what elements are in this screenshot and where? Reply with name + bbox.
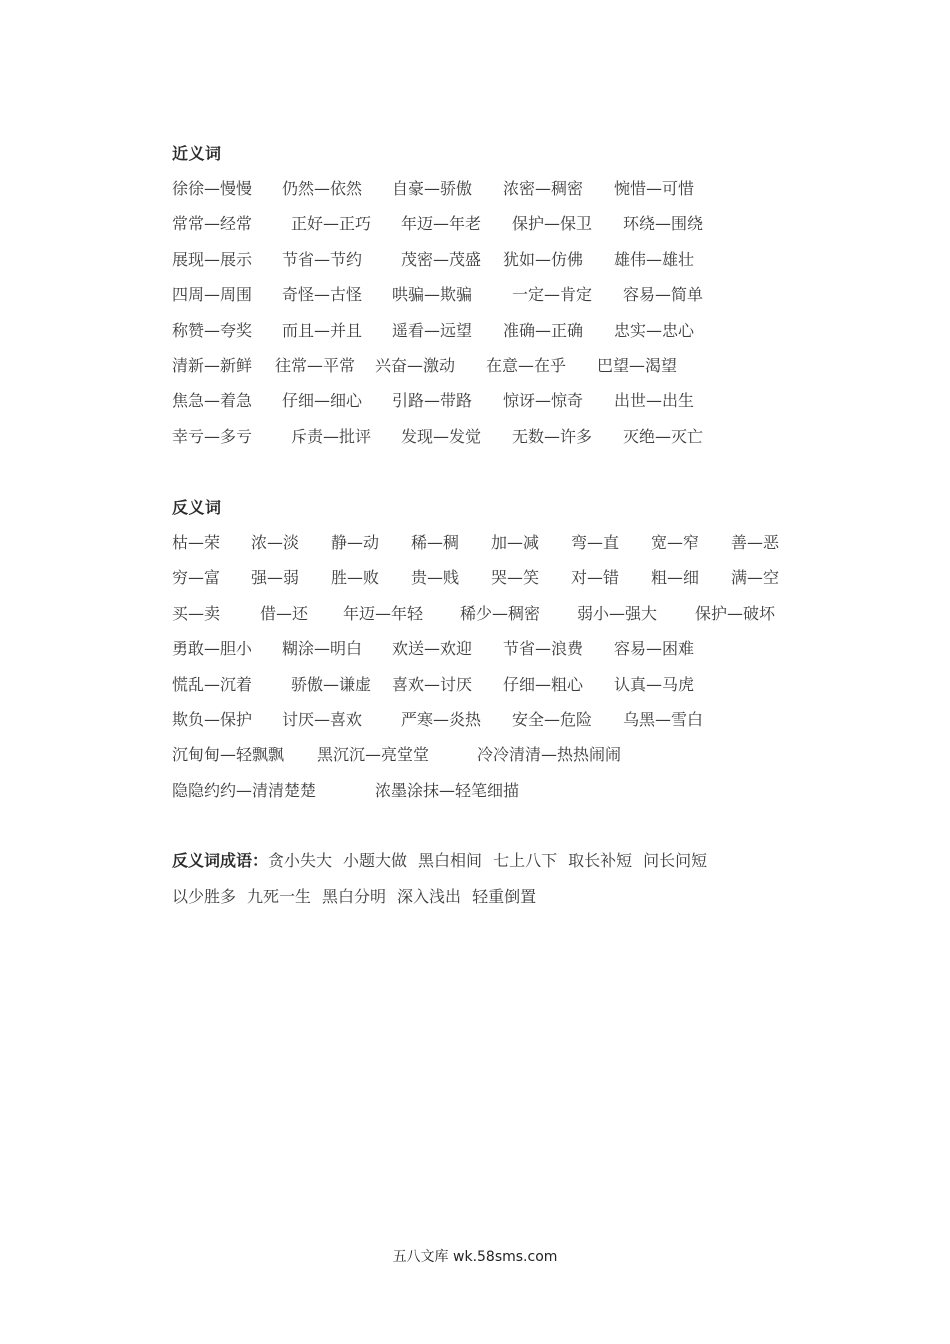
antonym-idiom: 贪小失大 — [268, 851, 333, 870]
synonym-pair: 常常—经常 — [172, 214, 253, 234]
synonym-pair: 惋惜—可惜 — [614, 179, 695, 198]
antonym-pair: 保护—破坏 — [695, 603, 776, 623]
synonym-pair: 雄伟—雄壮 — [614, 249, 695, 269]
antonym-pair: 隐隐约约—清清楚楚 — [172, 780, 317, 800]
synonym-pair: 环绕—围绕 — [623, 214, 704, 234]
synonym-pair: 巴望—渴望 — [597, 356, 678, 375]
antonym-idiom: 取长补短 — [568, 851, 633, 870]
synonym-pair: 遥看—远望 — [392, 320, 473, 340]
synonym-pair: 容易—简单 — [623, 285, 704, 305]
synonym-pair: 浓密—稠密 — [503, 179, 584, 198]
synonym-pair: 兴奋—激动 — [375, 356, 456, 375]
antonym-pair: 黑沉沉—亮堂堂 — [317, 745, 430, 765]
antonym-pair: 沉甸甸—轻飘飘 — [172, 745, 285, 765]
antonym-pair: 稀少—稠密 — [460, 603, 541, 623]
antonym-idioms-line-2 — [172, 884, 547, 907]
antonym-idioms-line-1 — [172, 848, 718, 871]
antonym-pair: 慌乱—沉着 — [172, 674, 253, 694]
synonym-pair: 节省—节约 — [282, 249, 363, 269]
antonym-idiom: 黑白分明 — [322, 887, 387, 906]
antonym-pair: 静—动 — [331, 533, 380, 552]
antonym-pair: 骄傲—谦虚 — [291, 674, 372, 694]
antonym-pair: 严寒—炎热 — [401, 710, 482, 729]
antonym-idiom: 问长问短 — [643, 851, 708, 870]
antonym-idiom: 九死一生 — [247, 887, 312, 906]
antonym-pair: 浓墨涂抹—轻笔细描 — [375, 780, 520, 800]
synonym-pair: 保护—保卫 — [512, 214, 593, 234]
synonyms-heading: 近义词 — [172, 144, 222, 163]
antonym-pair: 节省—浪费 — [503, 639, 584, 659]
antonym-pair: 安全—危险 — [512, 710, 593, 729]
footer-watermark: 五八文库 wk.58sms.com — [392, 1249, 558, 1265]
antonym-pair: 稀—稠 — [411, 533, 460, 552]
synonym-pair: 哄骗—欺骗 — [392, 285, 473, 305]
antonym-pair: 买—卖 — [172, 603, 221, 623]
synonym-pair: 引路—带路 — [392, 391, 473, 411]
antonym-idiom: 轻重倒置 — [472, 887, 537, 906]
antonym-pair: 借—还 — [260, 603, 309, 623]
antonym-pair: 满—空 — [731, 568, 780, 588]
synonym-pair: 而且—并且 — [282, 320, 363, 340]
antonym-pair: 穷—富 — [172, 568, 221, 588]
synonym-pair: 焦急—着急 — [172, 391, 253, 411]
synonym-pair: 仍然—依然 — [282, 179, 363, 198]
antonym-idiom: 黑白相间 — [418, 851, 483, 870]
synonym-pair: 奇怪—古怪 — [282, 285, 363, 305]
synonym-pair: 斥责—批评 — [291, 426, 372, 446]
synonym-pair: 惊讶—惊奇 — [503, 391, 584, 411]
antonym-pair: 贵—贱 — [411, 568, 460, 588]
synonym-pair: 往常—平常 — [275, 356, 356, 375]
synonym-pair: 发现—发觉 — [401, 426, 482, 446]
antonym-pair: 糊涂—明白 — [282, 639, 363, 659]
antonym-idiom: 深入浅出 — [397, 887, 462, 906]
synonym-pair: 灭绝—灭亡 — [623, 426, 704, 446]
antonym-pair: 弱小—强大 — [577, 603, 658, 623]
synonym-pair: 幸亏—多亏 — [172, 426, 253, 446]
antonym-idiom: 七上八下 — [493, 851, 558, 870]
antonym-pair: 浓—淡 — [251, 533, 300, 552]
antonyms-heading: 反义词 — [172, 498, 222, 517]
antonym-pair: 宽—窄 — [651, 533, 700, 552]
synonym-pair: 无数—许多 — [512, 426, 593, 446]
synonym-pair: 年迈—年老 — [401, 214, 482, 234]
synonym-pair: 自豪—骄傲 — [392, 179, 473, 198]
antonym-pair: 冷冷清清—热热闹闹 — [477, 745, 622, 765]
antonym-pair: 乌黑—雪白 — [623, 710, 704, 729]
antonym-pair: 欺负—保护 — [172, 710, 253, 729]
antonym-pair: 认真—马虎 — [614, 674, 695, 694]
synonym-pair: 清新—新鲜 — [172, 356, 253, 375]
synonym-pair: 一定—肯定 — [512, 285, 593, 305]
antonym-pair: 粗—细 — [651, 568, 700, 588]
antonym-pair: 仔细—粗心 — [503, 674, 584, 694]
antonym-pair: 容易—困难 — [614, 639, 695, 659]
synonym-pair: 称赞—夸奖 — [172, 320, 253, 340]
antonym-pair: 枯—荣 — [172, 533, 221, 552]
antonym-pair: 勇敢—胆小 — [172, 639, 253, 659]
antonym-pair: 弯—直 — [571, 533, 620, 552]
antonym-idioms-label: 反义词成语： — [172, 851, 269, 870]
synonym-pair: 准确—正确 — [503, 320, 584, 340]
synonym-pair: 正好—正巧 — [291, 214, 372, 234]
antonym-pair: 善—恶 — [731, 533, 780, 552]
synonym-pair: 犹如—仿佛 — [503, 249, 584, 269]
antonym-idiom: 以少胜多 — [172, 887, 237, 906]
antonym-pair: 胜—败 — [331, 568, 380, 588]
synonym-pair: 在意—在乎 — [486, 356, 567, 375]
antonym-pair: 哭—笑 — [491, 568, 540, 588]
antonym-pair: 喜欢—讨厌 — [392, 674, 473, 694]
synonym-pair: 仔细—细心 — [282, 391, 363, 411]
antonym-pair: 对—错 — [571, 568, 620, 588]
synonym-pair: 忠实—忠心 — [614, 320, 695, 340]
antonym-idiom: 小题大做 — [343, 851, 408, 870]
synonym-pair: 茂密—茂盛 — [401, 249, 482, 269]
antonym-pair: 加—减 — [491, 533, 540, 552]
antonym-pair: 欢送—欢迎 — [392, 639, 473, 659]
antonym-pair: 年迈—年轻 — [343, 603, 424, 623]
synonym-pair: 出世—出生 — [614, 391, 695, 411]
antonym-pair: 强—弱 — [251, 568, 300, 588]
synonym-pair: 展现—展示 — [172, 249, 253, 269]
synonym-pair: 四周—周围 — [172, 285, 253, 305]
antonym-pair: 讨厌—喜欢 — [282, 710, 363, 729]
synonym-pair: 徐徐—慢慢 — [172, 179, 253, 198]
